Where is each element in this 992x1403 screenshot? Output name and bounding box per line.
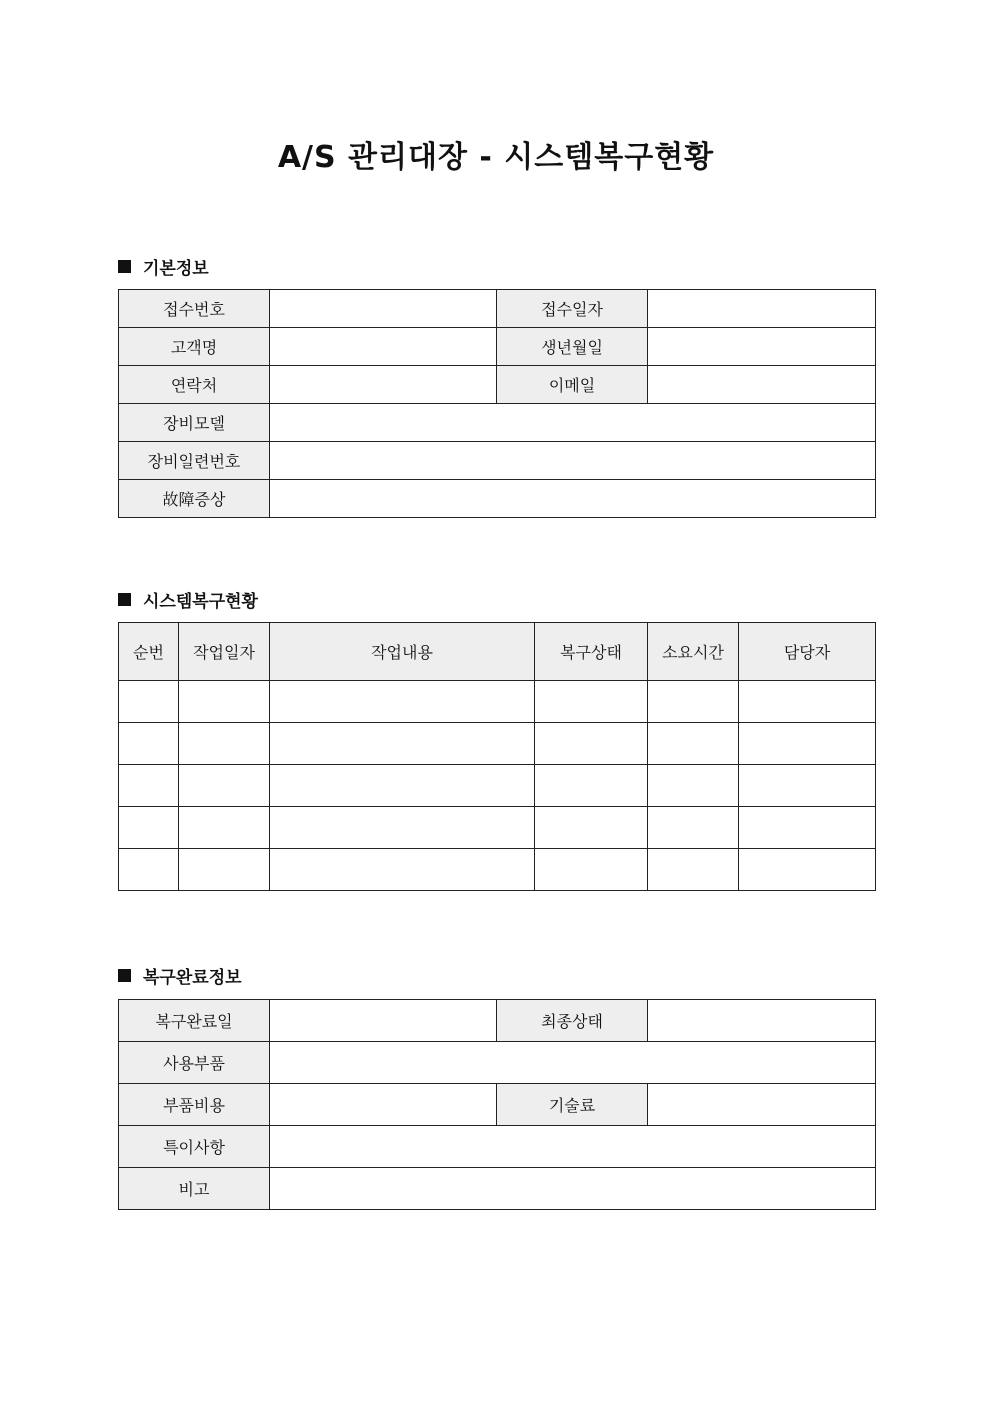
label-cell: 접수번호 bbox=[119, 290, 270, 328]
table-row bbox=[119, 723, 876, 765]
section-basic-label: 기본정보 bbox=[143, 259, 209, 279]
cell[interactable] bbox=[739, 807, 876, 849]
table-row bbox=[119, 1126, 876, 1168]
cell[interactable] bbox=[119, 681, 179, 723]
cell[interactable] bbox=[535, 723, 648, 765]
section-completion-label: 복구완료정보 bbox=[143, 968, 242, 988]
cell[interactable] bbox=[535, 807, 648, 849]
table-row bbox=[119, 1168, 876, 1210]
value-cell[interactable] bbox=[270, 1126, 876, 1168]
label-cell: 비고 bbox=[119, 1168, 270, 1210]
square-bullet-icon bbox=[118, 260, 131, 273]
label-cell: 특이사항 bbox=[119, 1126, 270, 1168]
value-cell[interactable] bbox=[270, 442, 876, 480]
header-person-in-charge: 담당자 bbox=[739, 623, 876, 681]
cell[interactable] bbox=[179, 765, 270, 807]
header-no: 순번 bbox=[119, 623, 179, 681]
header-work-date: 작업일자 bbox=[179, 623, 270, 681]
label-cell: 고객명 bbox=[119, 328, 270, 366]
cell[interactable] bbox=[739, 681, 876, 723]
value-cell[interactable] bbox=[270, 290, 497, 328]
cell[interactable] bbox=[119, 849, 179, 891]
label-cell: 기술료 bbox=[497, 1084, 648, 1126]
cell[interactable] bbox=[648, 849, 739, 891]
value-cell[interactable] bbox=[270, 366, 497, 404]
cell[interactable] bbox=[119, 807, 179, 849]
basic-info-table bbox=[118, 289, 876, 518]
cell[interactable] bbox=[535, 765, 648, 807]
table-row bbox=[119, 328, 876, 366]
cell[interactable] bbox=[270, 849, 535, 891]
cell[interactable] bbox=[270, 681, 535, 723]
label-cell: 부품비용 bbox=[119, 1084, 270, 1126]
cell[interactable] bbox=[270, 807, 535, 849]
cell[interactable] bbox=[648, 723, 739, 765]
label-cell: 최종상태 bbox=[497, 1000, 648, 1042]
table-row bbox=[119, 1042, 876, 1084]
value-cell[interactable] bbox=[270, 404, 876, 442]
label-cell: 장비일련번호 bbox=[119, 442, 270, 480]
table-row bbox=[119, 1000, 876, 1042]
table-row bbox=[119, 1084, 876, 1126]
value-cell[interactable] bbox=[648, 366, 876, 404]
cell[interactable] bbox=[535, 681, 648, 723]
table-header-row bbox=[119, 623, 876, 681]
recovery-table bbox=[118, 622, 876, 891]
square-bullet-icon bbox=[118, 593, 131, 606]
label-cell: 연락처 bbox=[119, 366, 270, 404]
value-cell[interactable] bbox=[648, 290, 876, 328]
cell[interactable] bbox=[119, 723, 179, 765]
label-cell: 복구완료일 bbox=[119, 1000, 270, 1042]
document-title: A/S 관리대장 - 시스템복구현황 bbox=[277, 140, 715, 175]
cell[interactable] bbox=[179, 849, 270, 891]
table-row bbox=[119, 807, 876, 849]
label-cell: 생년월일 bbox=[497, 328, 648, 366]
cell[interactable] bbox=[270, 723, 535, 765]
cell[interactable] bbox=[119, 765, 179, 807]
cell[interactable] bbox=[739, 723, 876, 765]
square-bullet-icon bbox=[118, 969, 131, 982]
value-cell[interactable] bbox=[270, 1084, 497, 1126]
table-row bbox=[119, 442, 876, 480]
cell[interactable] bbox=[648, 681, 739, 723]
cell[interactable] bbox=[179, 807, 270, 849]
value-cell[interactable] bbox=[270, 1042, 876, 1084]
completion-table bbox=[118, 999, 876, 1210]
table-row bbox=[119, 366, 876, 404]
value-cell[interactable] bbox=[270, 1168, 876, 1210]
cell[interactable] bbox=[179, 723, 270, 765]
table-row bbox=[119, 849, 876, 891]
value-cell[interactable] bbox=[648, 1084, 876, 1126]
label-cell: 사용부품 bbox=[119, 1042, 270, 1084]
header-recovery-status: 복구상태 bbox=[535, 623, 648, 681]
table-row bbox=[119, 765, 876, 807]
value-cell[interactable] bbox=[648, 328, 876, 366]
header-work-content: 작업내용 bbox=[270, 623, 535, 681]
section-basic-title bbox=[118, 254, 209, 279]
cell[interactable] bbox=[648, 765, 739, 807]
cell[interactable] bbox=[739, 849, 876, 891]
label-cell: 장비모델 bbox=[119, 404, 270, 442]
header-time-spent: 소요시간 bbox=[648, 623, 739, 681]
table-row bbox=[119, 290, 876, 328]
label-cell: 故障증상 bbox=[119, 480, 270, 518]
cell[interactable] bbox=[739, 765, 876, 807]
value-cell[interactable] bbox=[270, 1000, 497, 1042]
cell[interactable] bbox=[535, 849, 648, 891]
value-cell[interactable] bbox=[648, 1000, 876, 1042]
cell[interactable] bbox=[179, 681, 270, 723]
table-row bbox=[119, 480, 876, 518]
table-row bbox=[119, 404, 876, 442]
label-cell: 이메일 bbox=[497, 366, 648, 404]
cell[interactable] bbox=[270, 765, 535, 807]
value-cell[interactable] bbox=[270, 328, 497, 366]
label-cell: 접수일자 bbox=[497, 290, 648, 328]
cell[interactable] bbox=[648, 807, 739, 849]
section-recovery-label: 시스템복구현황 bbox=[143, 592, 258, 612]
table-row bbox=[119, 681, 876, 723]
section-completion-title bbox=[118, 963, 242, 988]
section-recovery-title bbox=[118, 587, 258, 612]
value-cell[interactable] bbox=[270, 480, 876, 518]
